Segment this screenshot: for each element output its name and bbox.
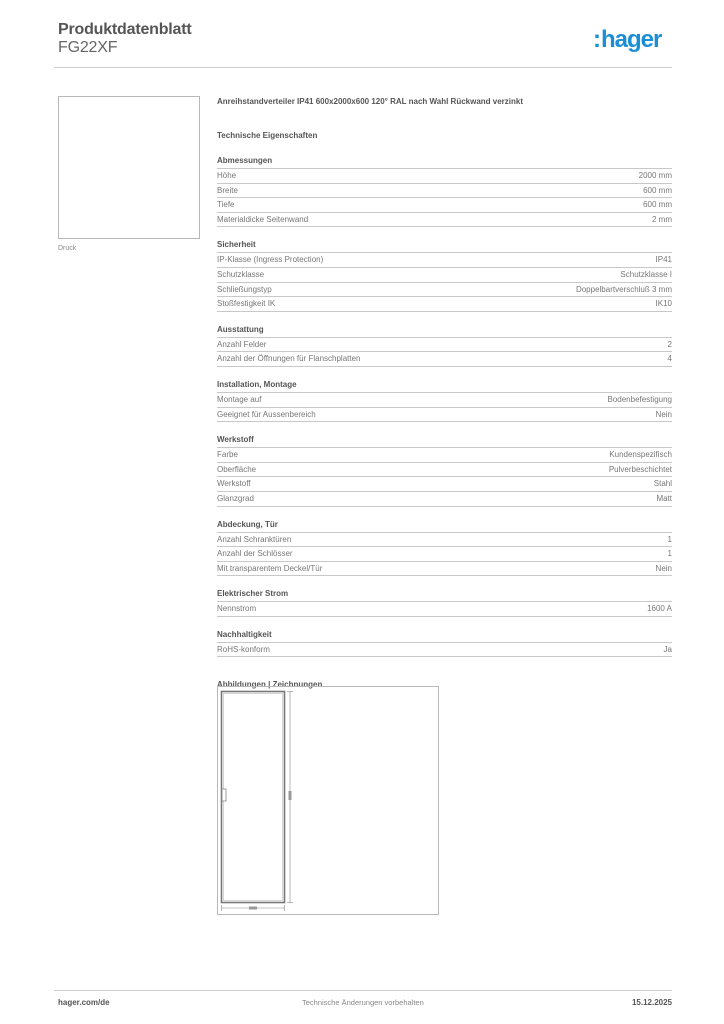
image-caption: Druck — [58, 245, 77, 252]
spec-row — [217, 184, 672, 199]
spec-row — [217, 448, 672, 463]
spec-label: IP-Klasse (Ingress Protection) — [217, 255, 324, 265]
spec-row — [217, 297, 672, 312]
spec-row — [217, 352, 672, 367]
logo-prefix: : — [593, 26, 600, 53]
section-abdeckung-tuer — [217, 519, 672, 577]
footer-notice: Technische Änderungen vorbehalten — [302, 998, 424, 1007]
spec-row — [217, 338, 672, 353]
spec-value: IK10 — [655, 299, 672, 309]
spec-label: Materialdicke Seitenwand — [217, 214, 309, 224]
spec-value: Pulverbeschichtet — [608, 464, 672, 474]
spec-row — [217, 492, 672, 507]
spec-value: Schutzklasse I — [620, 269, 672, 279]
header-divider — [54, 67, 672, 68]
technical-drawing — [217, 686, 439, 915]
spec-label: Anzahl Felder — [217, 339, 267, 349]
spec-label: RoHS-konform — [217, 644, 270, 654]
section-abmessungen — [217, 155, 672, 227]
section-title: Nachhaltigkeit — [217, 629, 672, 643]
spec-label: Schließungstyp — [217, 284, 272, 294]
section-title: Sicherheit — [217, 239, 672, 253]
tech-properties-title: Technische Eigenschaften — [217, 131, 318, 140]
spec-row — [217, 547, 672, 562]
spec-row — [217, 393, 672, 408]
spec-row — [217, 602, 672, 617]
spec-value: Ja — [663, 644, 672, 654]
section-title: Ausstattung — [217, 324, 672, 338]
spec-value: 4 — [667, 354, 672, 364]
header-title: Produktdatenblatt — [58, 21, 192, 38]
spec-label: Höhe — [217, 171, 237, 180]
spec-row — [217, 533, 672, 548]
section-installation — [217, 379, 672, 422]
footer-date: 15.12.2025 — [631, 998, 672, 1007]
spec-label: Anzahl Schranktüren — [217, 534, 292, 544]
spec-value: 1 — [667, 549, 672, 559]
spec-value: IP41 — [655, 255, 672, 265]
footer-divider — [54, 990, 672, 991]
spec-value: Matt — [656, 493, 672, 503]
cabinet-drawing-icon — [218, 687, 438, 914]
section-title: Werkstoff — [217, 434, 672, 448]
spec-value: Nein — [655, 563, 672, 573]
footer-website-link[interactable]: hager.com/de — [58, 998, 110, 1007]
spec-row — [217, 253, 672, 268]
spec-value: 1600 A — [647, 604, 672, 614]
spec-row — [217, 477, 672, 492]
spec-value: Nein — [655, 409, 672, 419]
spec-row — [217, 268, 672, 283]
spec-value: 2 mm — [652, 214, 672, 224]
spec-value: 600 mm — [643, 200, 672, 210]
spec-label: Schutzklasse — [217, 269, 265, 279]
spec-value: 600 mm — [643, 185, 672, 195]
section-title: Elektrischer Strom — [217, 588, 672, 602]
section-title: Abdeckung, Tür — [217, 519, 672, 533]
section-title: Installation, Montage — [217, 379, 672, 393]
section-sicherheit — [217, 239, 672, 311]
spec-row — [217, 463, 672, 478]
product-code: FG22XF — [58, 39, 118, 56]
spec-label: Oberfläche — [217, 464, 257, 474]
spec-label: Mit transparentem Deckel/Tür — [217, 563, 323, 573]
spec-value: Kundenspezifisch — [609, 450, 672, 460]
logo-text: hager — [601, 26, 662, 53]
spec-label: Anzahl der Öffnungen für Flanschplatten — [217, 354, 361, 364]
drawings-title: Abbildungen | Zeichnungen — [217, 680, 323, 690]
spec-row — [217, 198, 672, 213]
spec-value: 2000 mm — [638, 171, 672, 180]
section-title: Abmessungen — [217, 155, 672, 169]
spec-value: Bodenbefestigung — [607, 394, 672, 404]
spec-label: Glanzgrad — [217, 493, 254, 503]
hager-logo — [593, 28, 661, 52]
spec-label: Werkstoff — [217, 479, 251, 489]
spec-row — [217, 643, 672, 658]
spec-row — [217, 169, 672, 184]
spec-value: Stahl — [653, 479, 672, 489]
spec-label: Stoßfestigkeit IK — [217, 299, 276, 309]
product-description: Anreihstandverteiler IP41 600x2000x600 120° RAL nach Wahl Rückwand verzinkt — [217, 97, 524, 106]
product-image-placeholder — [58, 96, 200, 239]
section-werkstoff — [217, 434, 672, 506]
spec-value: 2 — [667, 339, 672, 349]
spec-label: Nennstrom — [217, 604, 257, 614]
spec-label: Breite — [217, 185, 238, 195]
spec-value: Doppelbartverschluß 3 mm — [575, 284, 672, 294]
spec-row — [217, 283, 672, 298]
spec-label: Anzahl der Schlösser — [217, 549, 293, 559]
product-details — [217, 96, 672, 691]
spec-row — [217, 408, 672, 423]
section-nachhaltigkeit — [217, 629, 672, 658]
spec-label: Geeignet für Aussenbereich — [217, 409, 316, 419]
spec-value: 1 — [667, 534, 672, 544]
section-ausstattung — [217, 324, 672, 367]
spec-row — [217, 562, 672, 577]
spec-label: Tiefe — [217, 200, 235, 210]
spec-label: Montage auf — [217, 394, 262, 404]
section-elektrischer-strom — [217, 588, 672, 617]
spec-label: Farbe — [217, 450, 238, 460]
spec-row — [217, 213, 672, 228]
